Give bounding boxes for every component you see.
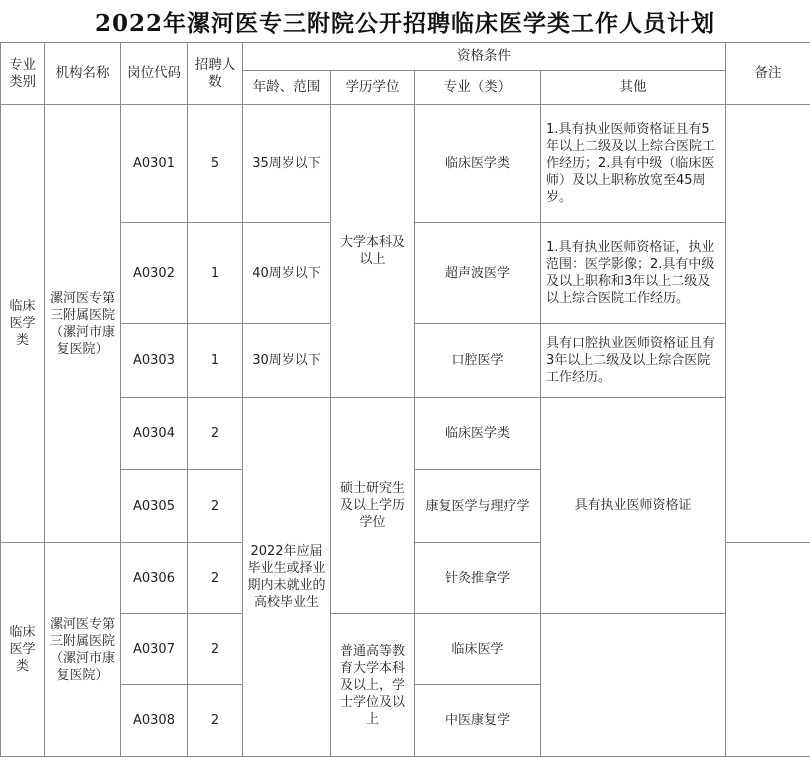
institution-cell: 漯河医专第三附属医院（漯河市康复医院） [45,105,121,543]
count-cell: 1 [188,223,243,324]
post-code-cell: A0302 [121,223,188,324]
category-cell: 临床医学类 [1,543,45,757]
header-age: 年龄、范围 [243,71,331,105]
table-row [1,614,810,685]
category-cell: 临床医学类 [1,105,45,543]
other-cell: 1.具有执业医师资格证，执业范围：医学影像；2.具有中级及以上职称和3年以上二级及以上综合医院工作经历。 [541,223,726,324]
other-cell: 具有执业医师资格证 [541,398,726,614]
post-code-cell: A0307 [121,614,188,685]
remark-cell [726,105,810,543]
major-cell: 超声波医学 [415,223,541,324]
age-cell: 2022年应届毕业生或择业期内未就业的高校毕业生 [243,398,331,757]
table-row [1,105,810,223]
count-cell: 2 [188,470,243,543]
page-title: 2022年漯河医专三附院公开招聘临床医学类工作人员计划 [94,10,715,37]
recruitment-plan-table [0,42,810,757]
header-education: 学历学位 [331,71,415,105]
post-code-cell: A0308 [121,685,188,757]
post-code-cell: A0304 [121,398,188,470]
count-cell: 2 [188,398,243,470]
major-cell: 口腔医学 [415,324,541,398]
header-other: 其他 [541,71,726,105]
header-major: 专业（类） [415,71,541,105]
age-cell: 40周岁以下 [243,223,331,324]
age-cell: 35周岁以下 [243,105,331,223]
major-cell: 中医康复学 [415,685,541,757]
major-cell: 针灸推拿学 [415,543,541,614]
header-qualifications: 资格条件 [243,43,726,71]
count-cell: 2 [188,685,243,757]
education-cell: 普通高等教育大学本科及以上，学士学位及以上 [331,614,415,757]
other-cell [541,614,726,757]
post-code-cell: A0303 [121,324,188,398]
header-post-code: 岗位代码 [121,43,188,105]
table-row [1,398,810,470]
header-institution: 机构名称 [45,43,121,105]
major-cell: 康复医学与理疗学 [415,470,541,543]
header-category: 专业类别 [1,43,45,105]
count-cell: 1 [188,324,243,398]
other-cell: 1.具有执业医师资格证且有5年以上二级及以上综合医院工作经历；2.具有中级（临床医师）及以上职称放宽至45周岁。 [541,105,726,223]
post-code-cell: A0305 [121,470,188,543]
age-cell: 30周岁以下 [243,324,331,398]
remark-cell [726,543,810,757]
count-cell: 2 [188,614,243,685]
education-cell: 大学本科及以上 [331,105,415,398]
institution-cell: 漯河医专第三附属医院（漯河市康复医院） [45,543,121,757]
major-cell: 临床医学 [415,614,541,685]
count-cell: 2 [188,543,243,614]
count-cell: 5 [188,105,243,223]
header-remark: 备注 [726,43,810,105]
major-cell: 临床医学类 [415,105,541,223]
post-code-cell: A0306 [121,543,188,614]
major-cell: 临床医学类 [415,398,541,470]
header-count: 招聘人数 [188,43,243,105]
other-cell: 具有口腔执业医师资格证且有3年以上二级及以上综合医院工作经历。 [541,324,726,398]
post-code-cell: A0301 [121,105,188,223]
education-cell: 硕士研究生及以上学历学位 [331,398,415,614]
